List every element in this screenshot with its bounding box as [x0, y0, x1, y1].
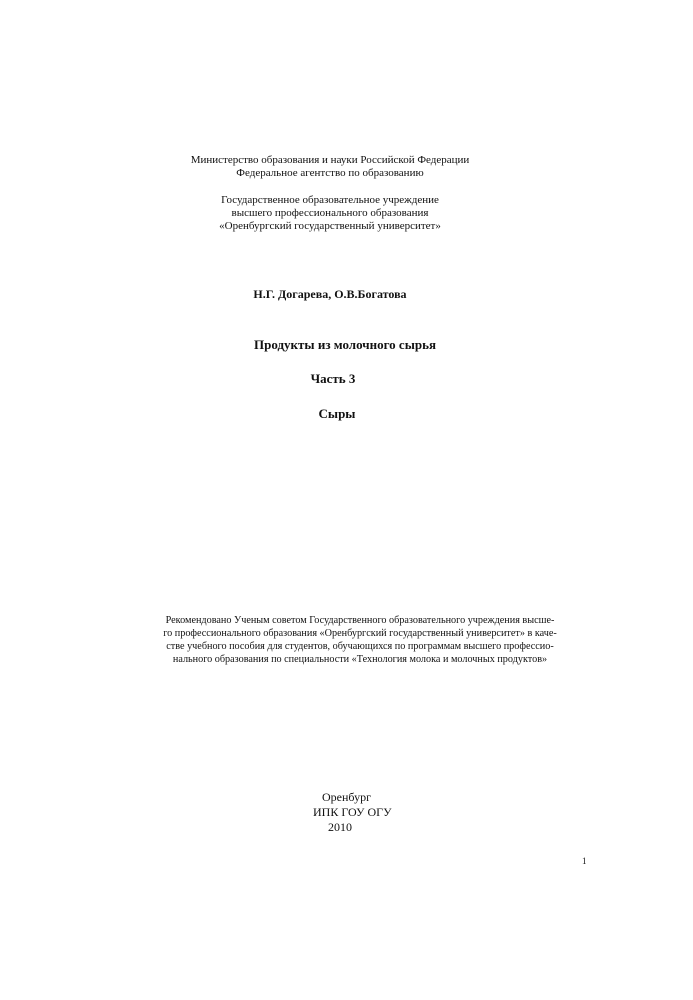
page-number: 1: [582, 856, 587, 866]
document-subtitle: Сыры: [318, 406, 356, 421]
authors: Н.Г. Догарева, О.В.Богатова: [253, 287, 407, 301]
document-part: Часть 3: [310, 371, 356, 386]
recommendation-line: го профессионального образования «Оренбургский государственный университет» в каче-: [163, 628, 557, 639]
recommendation-line: стве учебного пособия для студентов, обучающихся по программам высшего профессио-: [166, 641, 554, 652]
institution-level-line: высшего профессионального образования: [231, 207, 429, 219]
institution-type-line: Государственное образовательное учреждение: [221, 194, 439, 206]
ministry-header: [150, 154, 510, 180]
imprint: [300, 790, 410, 835]
imprint-city: Оренбург: [322, 790, 371, 804]
imprint-publisher: ИПК ГОУ ОГУ: [313, 805, 392, 819]
document-title: Продукты из молочного сырья: [254, 337, 436, 352]
institution-header: [150, 194, 510, 233]
ministry-line: Министерство образования и науки Российской Федерации: [190, 154, 470, 166]
recommendation-line: Рекомендовано Ученым советом Государственного образовательного учреждения высше-: [165, 615, 555, 626]
institution-name-line: «Оренбургский государственный университет»: [219, 220, 441, 232]
agency-line: Федеральное агентство по образованию: [236, 167, 424, 179]
recommendation-line: нального образования по специальности «Технология молока и молочных продуктов»: [172, 654, 548, 665]
recommendation-text: [140, 614, 580, 666]
imprint-year: 2010: [328, 820, 352, 834]
